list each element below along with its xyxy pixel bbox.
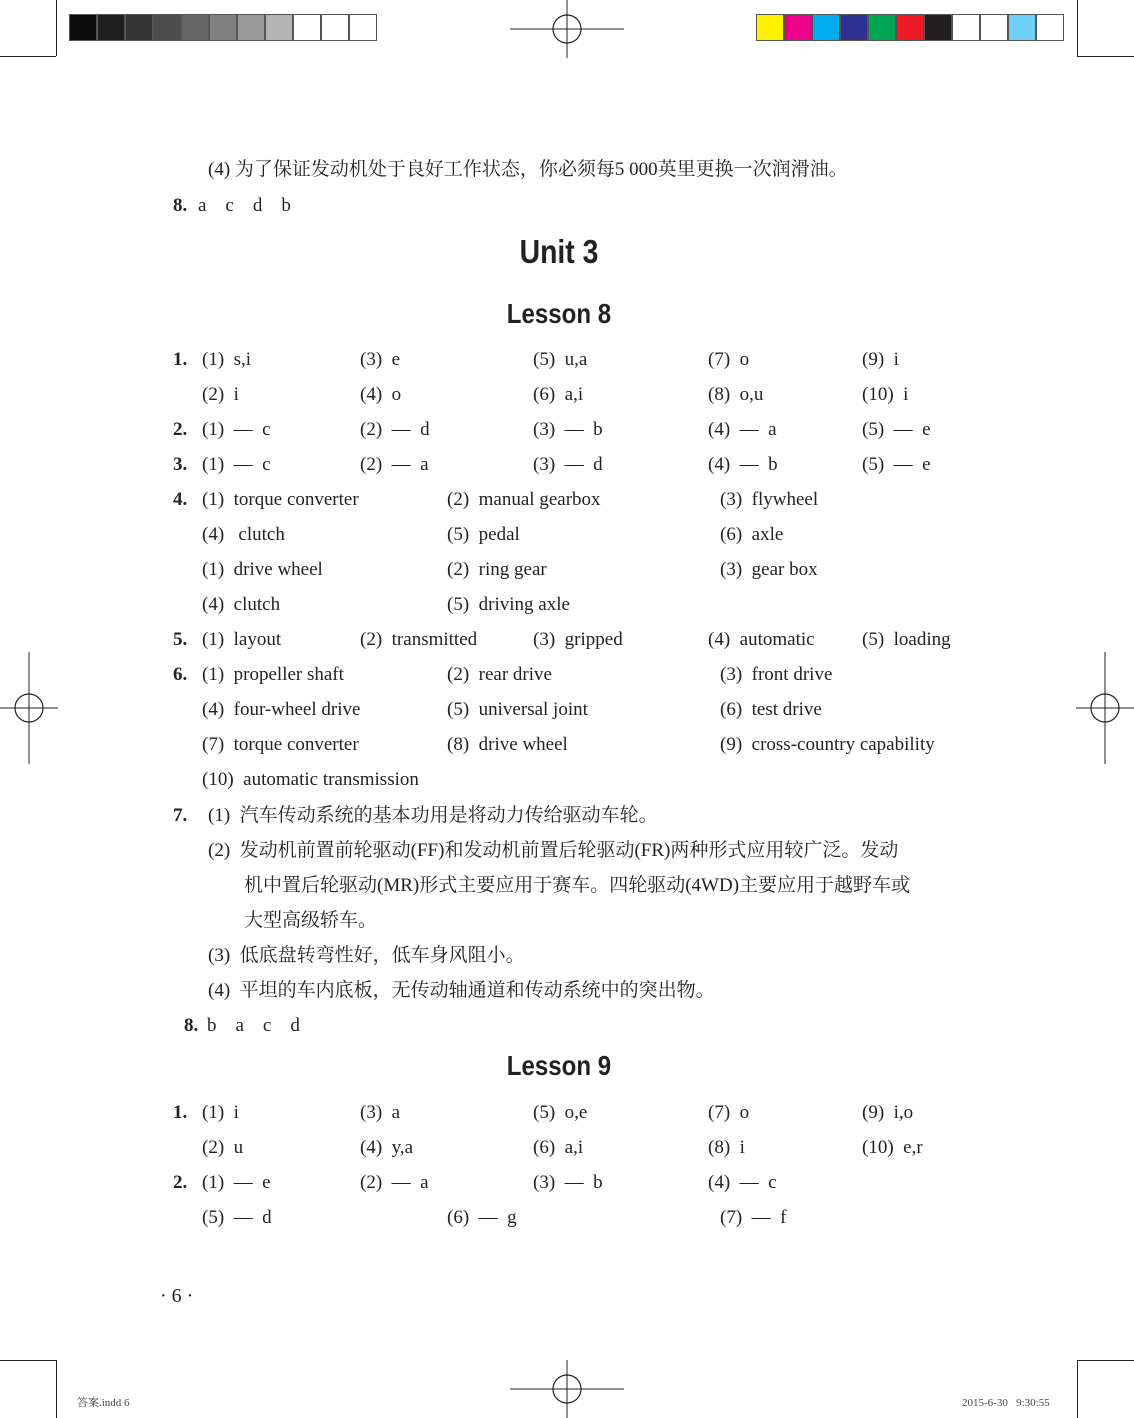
- answer-cell: (5) — e: [862, 454, 931, 475]
- answer-cell: (3) gripped: [533, 629, 623, 650]
- question-number: 2.: [173, 1172, 188, 1193]
- color-swatch: [265, 14, 293, 41]
- answer-cell: (7) o: [708, 349, 750, 370]
- answer-cell: (8) drive wheel: [447, 734, 568, 755]
- answer-cell: (4) — b: [708, 454, 778, 475]
- footer-filename: 答案.indd 6: [77, 1397, 130, 1409]
- answer-line: (4) 平坦的车内底板，无传动轴通道和传动系统中的突出物。: [208, 980, 715, 1001]
- lesson-9-title: Lesson 9: [506, 1050, 612, 1081]
- answer-line: (1) 汽车传动系统的基本功用是将动力传给驱动车轮。: [208, 805, 658, 826]
- answer-cell: (8) o,u: [708, 384, 764, 405]
- color-swatch: [756, 14, 784, 41]
- crop-mark: [1077, 1360, 1134, 1361]
- answer-8-row: [173, 194, 291, 218]
- answer-cell: (2) rear drive: [447, 664, 552, 685]
- answer-cell: (6) test drive: [720, 699, 822, 720]
- lesson-8-title: Lesson 8: [506, 298, 612, 329]
- answer-line: (2) 发动机前置前轮驱动(FF)和发动机前置后轮驱动(FR)两种形式应用较广泛。发动: [208, 840, 899, 861]
- color-swatch: [321, 14, 349, 41]
- answer-cell: (4) — c: [708, 1172, 777, 1193]
- page-number: · 6 ·: [160, 1285, 194, 1307]
- answer-cell: (1) propeller shaft: [202, 664, 344, 685]
- answer-cell: (4) four-wheel drive: [202, 699, 361, 720]
- crop-mark: [1077, 56, 1134, 57]
- answer-cell: (1) — c: [202, 454, 271, 475]
- answer-cell: (2) — a: [360, 454, 429, 475]
- color-swatch: [293, 14, 321, 41]
- answer-cell: (9) i,o: [862, 1102, 914, 1123]
- answer-cell: (2) i: [202, 384, 239, 405]
- question-number: 5.: [173, 629, 188, 650]
- registration-mark-top: [510, 0, 624, 58]
- color-swatch: [181, 14, 209, 41]
- color-swatch: [1036, 14, 1064, 41]
- registration-mark-bottom: [510, 1360, 624, 1418]
- answer-cell: (4) — a: [708, 419, 777, 440]
- answer-cell: (4) automatic: [708, 629, 815, 650]
- answer-cell: (6) a,i: [533, 384, 584, 405]
- answer-cell: (5) universal joint: [447, 699, 588, 720]
- answer-cell: (7) — f: [720, 1207, 787, 1228]
- answer-cell: (2) transmitted: [360, 629, 478, 650]
- question-number: 2.: [173, 419, 188, 440]
- answer-cell: (10) i: [862, 384, 909, 405]
- color-swatch: [952, 14, 980, 41]
- answer-cell: (5) loading: [862, 629, 951, 650]
- crop-mark: [0, 56, 56, 57]
- answer-cell: (3) — b: [533, 1172, 603, 1193]
- question-number: 4.: [173, 489, 188, 510]
- color-swatch: [209, 14, 237, 41]
- question-number: 8.: [173, 195, 188, 216]
- answer-cell: (2) — a: [360, 1172, 429, 1193]
- answer-cell: (3) a: [360, 1102, 401, 1123]
- answer-cell: (4) clutch: [202, 524, 285, 545]
- answer-text: b a c d: [207, 1015, 300, 1036]
- color-swatch: [153, 14, 181, 41]
- answer-cell: (7) o: [708, 1102, 750, 1123]
- unit-title: Unit 3: [519, 233, 599, 270]
- color-swatch: [924, 14, 952, 41]
- answer-line: 大型高级轿车。: [244, 910, 378, 931]
- color-swatch: [97, 14, 125, 41]
- footer-timestamp: 2015-6-30 9:30:55: [962, 1397, 1050, 1409]
- color-swatch: [868, 14, 896, 41]
- color-swatch: [69, 14, 97, 41]
- color-swatch: [784, 14, 812, 41]
- answer-cell: (5) driving axle: [447, 594, 570, 615]
- answer-cell: (1) s,i: [202, 349, 252, 370]
- answer-cell: (9) i: [862, 349, 899, 370]
- answer-7-4: (4) 为了保证发动机处于良好工作状态，你必须每5 000英里更换一次润滑油。: [208, 159, 848, 180]
- answer-cell: (2) ring gear: [447, 559, 547, 580]
- answer-cell: (5) o,e: [533, 1102, 588, 1123]
- crop-mark: [1077, 1360, 1078, 1418]
- color-swatch: [237, 14, 265, 41]
- answer-cell: (9) cross-country capability: [720, 734, 935, 755]
- registration-mark-left: [0, 652, 58, 764]
- crop-mark: [1077, 0, 1078, 56]
- answer-cell: (3) — b: [533, 419, 603, 440]
- color-swatch: [896, 14, 924, 41]
- answer-line: 机中置后轮驱动(MR)形式主要应用于赛车。四轮驱动(4WD)主要应用于越野车或: [244, 875, 911, 896]
- crop-mark: [56, 0, 57, 56]
- answer-cell: (3) gear box: [720, 559, 818, 580]
- answer-cell: (5) u,a: [533, 349, 588, 370]
- crop-mark: [0, 1360, 56, 1361]
- answer-cell: (10) automatic transmission: [202, 769, 419, 790]
- answer-cell: (2) — d: [360, 419, 430, 440]
- question-number: 1.: [173, 1102, 188, 1123]
- answer-cell: (2) manual gearbox: [447, 489, 601, 510]
- color-swatch: [812, 14, 840, 41]
- question-number: 3.: [173, 454, 188, 475]
- answer-cell: (1) torque converter: [202, 489, 359, 510]
- answer-cell: (3) e: [360, 349, 401, 370]
- answer-cell: (1) drive wheel: [202, 559, 323, 580]
- answer-cell: (1) layout: [202, 629, 282, 650]
- color-swatch: [125, 14, 153, 41]
- answer-cell: (2) u: [202, 1137, 244, 1158]
- lesson-8-question-8: [184, 1014, 300, 1038]
- answer-cell: (3) flywheel: [720, 489, 819, 510]
- answer-cell: (4) clutch: [202, 594, 281, 615]
- question-number: 7.: [173, 805, 188, 826]
- question-number: 6.: [173, 664, 188, 685]
- color-swatch: [349, 14, 377, 41]
- answer-cell: (5) pedal: [447, 524, 520, 545]
- answer-cell: (5) — d: [202, 1207, 272, 1228]
- answer-cell: (6) axle: [720, 524, 784, 545]
- answer-cell: (10) e,r: [862, 1137, 923, 1158]
- color-swatch: [980, 14, 1008, 41]
- answer-text: a c d b: [198, 195, 291, 216]
- color-swatch: [1008, 14, 1036, 41]
- answer-cell: (3) front drive: [720, 664, 833, 685]
- crop-mark: [56, 1360, 57, 1418]
- answer-cell: (3) — d: [533, 454, 603, 475]
- registration-mark-right: [1076, 652, 1134, 764]
- answer-cell: (4) o: [360, 384, 402, 405]
- answer-cell: (8) i: [708, 1137, 745, 1158]
- question-number: 8.: [184, 1015, 199, 1036]
- color-swatch: [840, 14, 868, 41]
- answer-cell: (6) a,i: [533, 1137, 584, 1158]
- answer-cell: (1) — e: [202, 1172, 271, 1193]
- answer-cell: (1) — c: [202, 419, 271, 440]
- answer-cell: (5) — e: [862, 419, 931, 440]
- answer-cell: (7) torque converter: [202, 734, 359, 755]
- answer-line: (3) 低底盘转弯性好，低车身风阻小。: [208, 945, 525, 966]
- answer-cell: (1) i: [202, 1102, 239, 1123]
- answer-cell: (6) — g: [447, 1207, 517, 1228]
- question-number: 1.: [173, 349, 188, 370]
- answer-cell: (4) y,a: [360, 1137, 414, 1158]
